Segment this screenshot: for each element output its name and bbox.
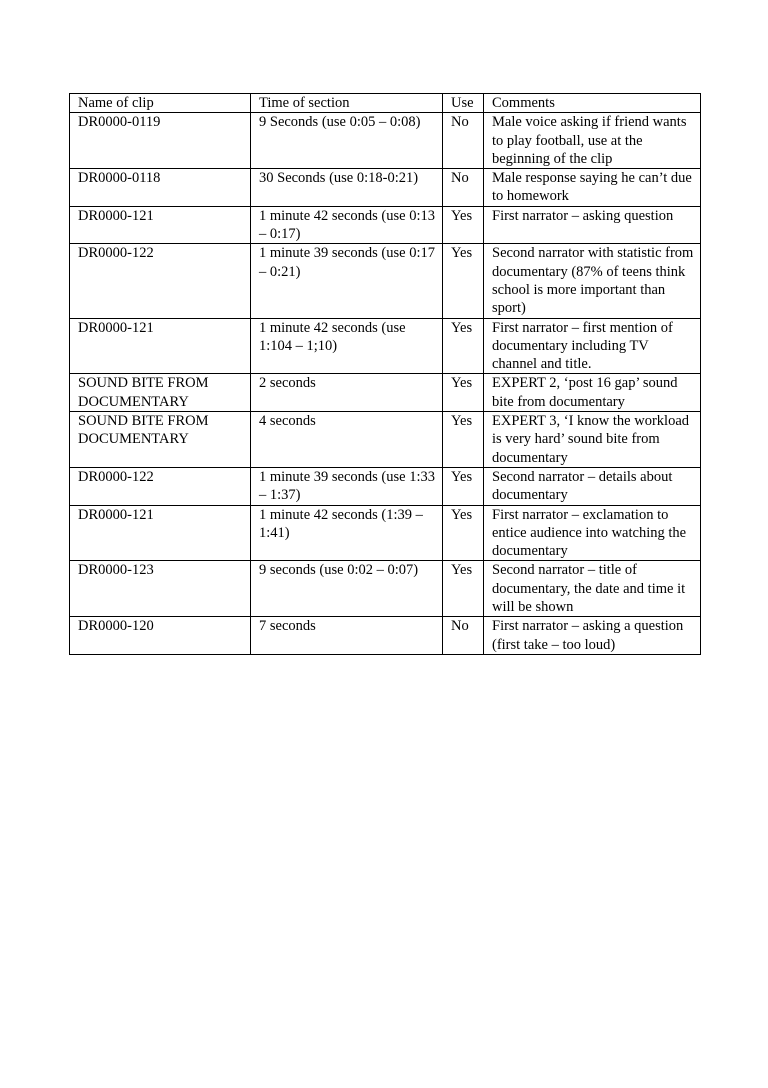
cell-use: No xyxy=(443,617,484,655)
cell-use: Yes xyxy=(443,412,484,468)
cell-comments: First narrator – asking a question (first take – too loud) xyxy=(484,617,701,655)
cell-clip-name: SOUND BITE FROM DOCUMENTARY xyxy=(70,374,251,412)
cell-use: Yes xyxy=(443,206,484,244)
cell-time: 1 minute 39 seconds (use 0:17 – 0:21) xyxy=(251,244,443,318)
cell-time: 4 seconds xyxy=(251,412,443,468)
cell-comments: Second narrator with statistic from documentary (87% of teens think school is more important than sport) xyxy=(484,244,701,318)
cell-use: Yes xyxy=(443,561,484,617)
cell-time: 7 seconds xyxy=(251,617,443,655)
header-comments: Comments xyxy=(484,94,701,113)
header-name-of-clip: Name of clip xyxy=(70,94,251,113)
table-header-row xyxy=(70,94,701,113)
cell-comments: Second narrator – title of documentary, the date and time it will be shown xyxy=(484,561,701,617)
cell-clip-name: SOUND BITE FROM DOCUMENTARY xyxy=(70,412,251,468)
header-use: Use xyxy=(443,94,484,113)
table-row xyxy=(70,113,701,169)
cell-time: 9 Seconds (use 0:05 – 0:08) xyxy=(251,113,443,169)
cell-clip-name: DR0000-121 xyxy=(70,505,251,561)
cell-time: 1 minute 42 seconds (use 1:104 – 1;10) xyxy=(251,318,443,374)
cell-clip-name: DR0000-120 xyxy=(70,617,251,655)
table-row xyxy=(70,244,701,318)
cell-use: No xyxy=(443,113,484,169)
cell-use: Yes xyxy=(443,505,484,561)
table-row xyxy=(70,206,701,244)
cell-comments: Male response saying he can’t due to homework xyxy=(484,169,701,207)
cell-time: 9 seconds (use 0:02 – 0:07) xyxy=(251,561,443,617)
cell-comments: EXPERT 3, ‘I know the workload is very hard’ sound bite from documentary xyxy=(484,412,701,468)
cell-clip-name: DR0000-0119 xyxy=(70,113,251,169)
header-time-of-section: Time of section xyxy=(251,94,443,113)
table-row xyxy=(70,374,701,412)
cell-comments: First narrator – asking question xyxy=(484,206,701,244)
cell-time: 2 seconds xyxy=(251,374,443,412)
cell-time: 1 minute 39 seconds (use 1:33 – 1:37) xyxy=(251,467,443,505)
table-row xyxy=(70,505,701,561)
cell-time: 30 Seconds (use 0:18-0:21) xyxy=(251,169,443,207)
cell-comments: EXPERT 2, ‘post 16 gap’ sound bite from documentary xyxy=(484,374,701,412)
table-row xyxy=(70,412,701,468)
cell-clip-name: DR0000-121 xyxy=(70,206,251,244)
table-row xyxy=(70,318,701,374)
cell-comments: First narrator – exclamation to entice audience into watching the documentary xyxy=(484,505,701,561)
cell-time: 1 minute 42 seconds (use 0:13 – 0:17) xyxy=(251,206,443,244)
cell-comments: Male voice asking if friend wants to play football, use at the beginning of the clip xyxy=(484,113,701,169)
cell-use: No xyxy=(443,169,484,207)
cell-clip-name: DR0000-122 xyxy=(70,244,251,318)
cell-use: Yes xyxy=(443,374,484,412)
cell-clip-name: DR0000-121 xyxy=(70,318,251,374)
cell-time: 1 minute 42 seconds (1:39 – 1:41) xyxy=(251,505,443,561)
cell-comments: First narrator – first mention of documentary including TV channel and title. xyxy=(484,318,701,374)
cell-clip-name: DR0000-123 xyxy=(70,561,251,617)
cell-use: Yes xyxy=(443,467,484,505)
cell-comments: Second narrator – details about documentary xyxy=(484,467,701,505)
cell-clip-name: DR0000-0118 xyxy=(70,169,251,207)
table-row xyxy=(70,169,701,207)
table-row xyxy=(70,617,701,655)
cell-use: Yes xyxy=(443,318,484,374)
cell-use: Yes xyxy=(443,244,484,318)
cell-clip-name: DR0000-122 xyxy=(70,467,251,505)
clip-log-table xyxy=(69,93,701,655)
table-row xyxy=(70,561,701,617)
table-row xyxy=(70,467,701,505)
